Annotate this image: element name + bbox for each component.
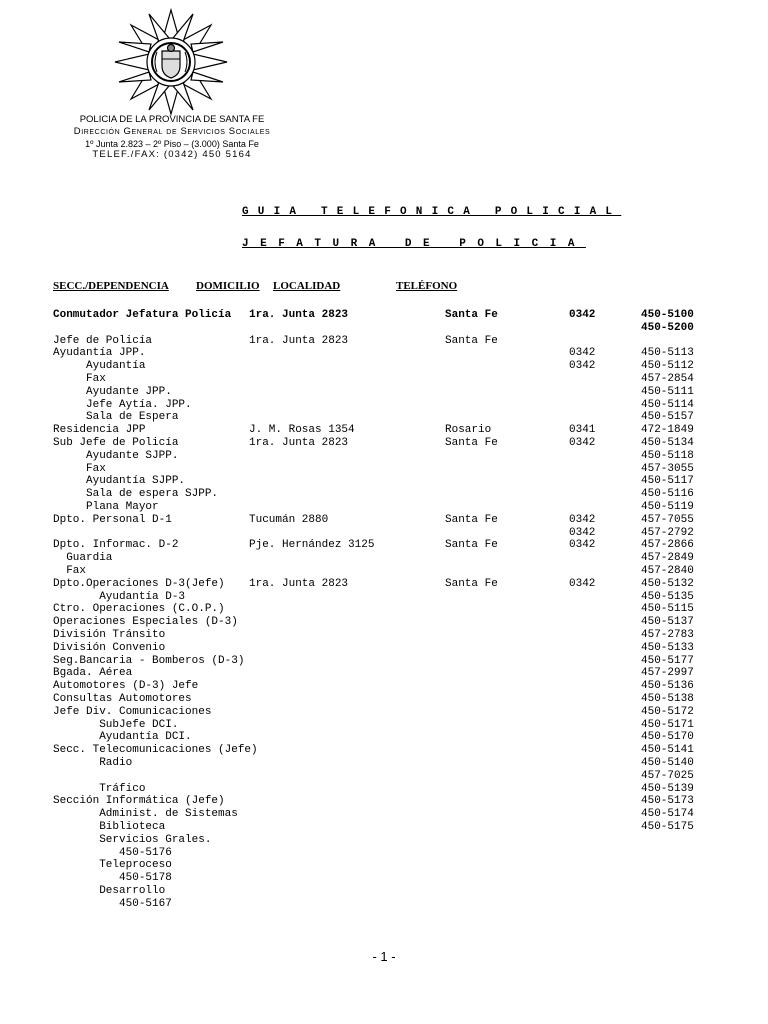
row-phone: 450-5136 (641, 680, 694, 693)
row-phone: 450-5132 (641, 577, 694, 590)
row-phone: 450-5170 (641, 731, 694, 744)
row-name: 450-5167 (53, 897, 172, 910)
page-number: - 1 - (372, 949, 396, 964)
row-code: 0342 (569, 513, 596, 526)
row-name: Dpto. Informac. D-2 (53, 539, 179, 552)
row-name: Fax (53, 373, 106, 385)
row-name: Ctro. Operaciones (C.O.P.) (53, 603, 225, 616)
row-localidad: Santa Fe (445, 577, 498, 590)
row-name: Operaciones Especiales (D-3) (53, 616, 238, 629)
row-phone: 450-5116 (641, 488, 694, 501)
row-phone: 450-5157 (641, 411, 694, 424)
row-localidad: Santa Fe (445, 513, 498, 526)
row-name: Ayudante JPP. (53, 385, 172, 398)
row-name: Residencia JPP (53, 424, 146, 437)
row-name: Jefe de Policía (53, 334, 153, 347)
row-phone: 472-1849 (641, 424, 694, 437)
row-name: Automotores (D-3) Jefe (53, 680, 199, 693)
row-phone: 450-5113 (641, 347, 694, 360)
row-localidad: Rosario (445, 424, 492, 437)
row-domicilio: 1ra. Junta 2823 (249, 334, 349, 347)
row-phone: 457-2783 (641, 629, 694, 641)
row-domicilio: Tucumán 2880 (249, 513, 329, 526)
row-code: 0342 (569, 539, 596, 552)
row-phone: 450-5111 (641, 385, 694, 398)
row-phone: 457-2792 (641, 526, 694, 539)
org-direction: Dirección General de Servicios Sociales (73, 126, 271, 137)
row-name: Fax (53, 462, 106, 475)
row-phone: 450-5134 (641, 437, 694, 449)
row-phone: 457-2997 (641, 667, 694, 680)
guide-title: GUIA TELEFONICA POLICIAL (242, 206, 622, 218)
row-phone: 450-5133 (641, 641, 694, 654)
org-name: POLICIA DE LA PROVINCIA DE SANTA FE (79, 114, 265, 125)
row-phone: 450-5138 (641, 693, 694, 705)
row-phone: 450-5112 (641, 360, 694, 373)
row-name: 450-5178 (53, 872, 172, 885)
row-phone: 450-5200 (641, 321, 694, 334)
row-code: 0342 (569, 360, 596, 373)
row-phone: 450-5177 (641, 654, 694, 667)
row-name: Radio (53, 757, 133, 769)
row-name: Ayudantía JPP. (53, 347, 146, 360)
row-name: Conmutador Jefatura Policía (53, 309, 232, 321)
row-domicilio: Pje. Hernández 3125 (249, 539, 375, 552)
row-name: Secc. Telecomunicaciones (Jefe) (53, 744, 258, 757)
row-phone: 450-5172 (641, 705, 694, 718)
row-phone: 450-5115 (641, 603, 694, 616)
row-localidad: Santa Fe (445, 539, 498, 552)
row-code: 0342 (569, 437, 596, 449)
row-name: División Tránsito (53, 629, 166, 641)
row-name: Ayudantía SJPP. (53, 475, 186, 488)
row-phone: 450-5140 (641, 757, 694, 769)
row-name: Ayudantía (53, 360, 146, 373)
row-code: 0342 (569, 526, 596, 539)
row-phone: 450-5141 (641, 744, 694, 757)
row-code: 0341 (569, 424, 596, 437)
row-domicilio: 1ra. Junta 2823 (249, 437, 349, 449)
row-name: Ayudante SJPP. (53, 449, 179, 462)
row-name: Sub Jefe de Policía (53, 437, 179, 449)
row-domicilio: J. M. Rosas 1354 (249, 424, 355, 437)
row-name: Seg.Bancaria - Bomberos (D-3) (53, 654, 245, 667)
row-name: División Convenio (53, 641, 166, 654)
org-address: 1º Junta 2.823 – 2º Piso – (3.000) Santa Fe (85, 139, 259, 149)
row-phone: 457-7025 (641, 769, 694, 782)
org-phone: TELEF./FAX: (0342) 450 5164 (92, 149, 252, 160)
row-phone: 450-5100 (641, 309, 694, 321)
row-name: Servicios Grales. (53, 833, 212, 846)
column-header-telefono: TELÉFONO (396, 280, 458, 292)
row-name: Fax (53, 565, 87, 577)
row-name: Tráfico (53, 782, 146, 795)
row-phone: 457-2854 (641, 373, 694, 385)
row-name: Guardia (53, 552, 113, 565)
section-title: JEFATURA DE POLICIA (242, 238, 586, 250)
row-localidad: Santa Fe (445, 309, 498, 321)
row-name: Sala de espera SJPP. (53, 488, 219, 501)
row-name: Ayudantía DCI. (53, 731, 192, 744)
row-phone: 457-2866 (641, 539, 694, 552)
row-phone: 450-5135 (641, 590, 694, 603)
column-header-dependencia: SECC./DEPENDENCIA (53, 280, 169, 292)
row-name: SubJefe DCI. (53, 718, 179, 731)
row-phone: 457-2849 (641, 552, 694, 565)
row-name: Sala de Espera (53, 411, 179, 424)
row-name: 450-5176 (53, 846, 172, 859)
row-name: Consultas Automotores (53, 693, 192, 705)
row-localidad: Santa Fe (445, 437, 498, 449)
column-header-localidad: LOCALIDAD (273, 280, 341, 292)
row-name: Teleproceso (53, 859, 172, 872)
row-phone: 450-5171 (641, 718, 694, 731)
row-phone: 450-5174 (641, 808, 694, 821)
row-code: 0342 (569, 347, 596, 360)
row-phone: 450-5114 (641, 398, 694, 411)
row-name: Jefe Div. Comunicaciones (53, 705, 212, 718)
row-code: 0342 (569, 309, 596, 321)
row-name: Sección Informática (Jefe) (53, 795, 225, 808)
row-phone: 450-5137 (641, 616, 694, 629)
row-name: Bgada. Aérea (53, 667, 133, 680)
row-name: Desarrollo (53, 885, 166, 897)
row-phone: 450-5173 (641, 795, 694, 808)
row-name: Dpto. Personal D-1 (53, 513, 172, 526)
row-name: Jefe Aytía. JPP. (53, 398, 192, 411)
row-name: Biblioteca (53, 821, 166, 833)
row-phone: 457-3055 (641, 462, 694, 475)
row-phone: 457-7055 (641, 513, 694, 526)
row-code: 0342 (569, 577, 596, 590)
row-phone: 450-5175 (641, 821, 694, 833)
row-name: Ayudantía D-3 (53, 590, 186, 603)
row-phone: 450-5118 (641, 449, 694, 462)
row-name: Plana Mayor (53, 501, 159, 513)
row-phone: 457-2840 (641, 565, 694, 577)
column-header-domicilio: DOMICILIO (196, 280, 260, 292)
row-phone: 450-5119 (641, 501, 694, 513)
row-domicilio: 1ra. Junta 2823 (249, 309, 349, 321)
row-phone: 450-5117 (641, 475, 694, 488)
row-phone: 450-5139 (641, 782, 694, 795)
row-name: Dpto.Operaciones D-3(Jefe) (53, 577, 225, 590)
row-domicilio: 1ra. Junta 2823 (249, 577, 349, 590)
row-localidad: Santa Fe (445, 334, 498, 347)
row-name: Administ. de Sistemas (53, 808, 238, 821)
